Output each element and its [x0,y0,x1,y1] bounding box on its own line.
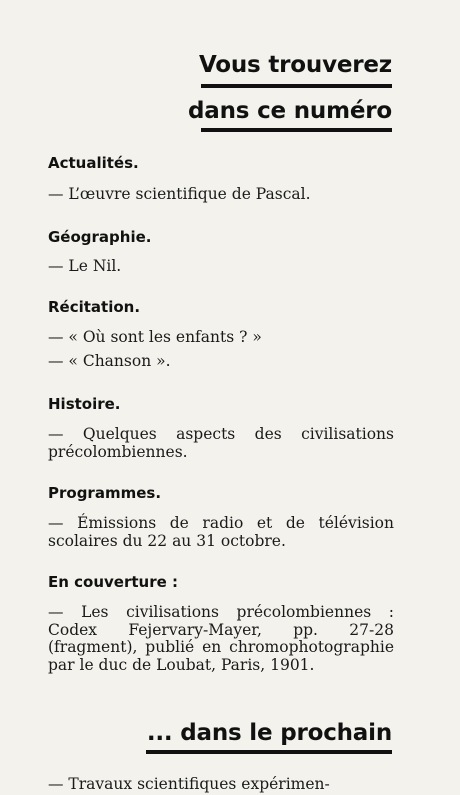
section-title-programmes: Programmes. [48,484,162,502]
section-item-recitation-1: — « Où sont les enfants ? » [48,328,262,346]
section-item-geographie: — Le Nil. [48,257,122,275]
section-item-recitation-2: — « Chanson ». [48,352,171,370]
section-title-actualites: Actualités. [48,154,139,172]
heading-rule-2 [201,128,392,132]
contents-heading-line1: Vous trouverez [198,52,392,78]
section-title-en-couverture: En couverture : [48,573,179,591]
contents-heading-line2: dans ce numéro [188,98,392,124]
next-issue-heading: ... dans le prochain [146,720,392,746]
section-item-actualites: — L’œuvre scientifique de Pascal. [48,185,311,203]
section-title-geographie: Géographie. [48,228,152,246]
heading-rule-1 [201,84,392,88]
next-issue-rule [146,750,392,754]
section-title-histoire: Histoire. [48,395,121,413]
section-title-recitation: Récitation. [48,298,141,316]
next-issue-item: — Travaux scientifiques expérimen- [48,775,330,793]
section-item-histoire: — Quelques aspects des civilisations précolombiennes. [48,425,394,461]
section-item-en-couverture: — Les civilisations précolombiennes : Codex Fejervary-Mayer, pp. 27-28 (fragment), publié en chromophotographie par le duc de Loubat, Paris, 1901. [48,603,394,674]
section-item-programmes: — Émissions de radio et de télévision scolaires du 22 au 31 octobre. [48,514,394,550]
